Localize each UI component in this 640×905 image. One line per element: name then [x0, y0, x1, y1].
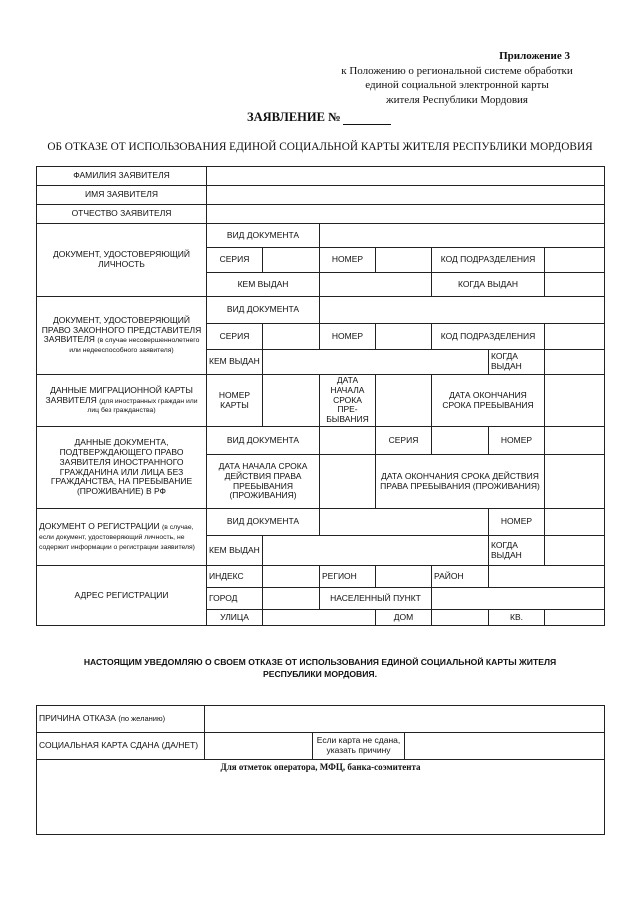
- address-region-label: РЕГИОН: [320, 566, 376, 588]
- document-title: [247, 110, 341, 125]
- rep-issued-by-label: КЕМ ВЫДАН: [207, 350, 263, 375]
- not-returned-reason-field[interactable]: [405, 733, 605, 760]
- address-index-field[interactable]: [263, 566, 320, 588]
- registration-number-field[interactable]: [545, 509, 605, 536]
- not-returned-reason-label: Если карта не сдана, указать причину: [313, 733, 405, 760]
- appendix-header: [322, 49, 592, 107]
- registration-note: (в случае, если документ, удостоверяющий личность, не содержит информации о регистрации заявителя): [39, 524, 195, 551]
- id-doc-type-field[interactable]: [320, 224, 605, 248]
- refusal-reason-note: (по желанию): [118, 714, 166, 724]
- registration-issued-by-label: КЕМ ВЫДАН: [207, 536, 263, 566]
- rep-issued-when-field[interactable]: [545, 350, 605, 375]
- address-label: АДРЕС РЕГИСТРАЦИИ: [37, 566, 207, 626]
- address-apt-field[interactable]: [545, 610, 605, 626]
- foreign-doc-type-label: ВИД ДОКУМЕНТА: [207, 427, 320, 455]
- address-settlement-field[interactable]: [432, 588, 605, 610]
- address-district-field[interactable]: [489, 566, 605, 588]
- address-index-label: ИНДЕКС: [207, 566, 263, 588]
- foreign-right-start-label: ДАТА НАЧАЛА СРОКА ДЕЙСТВИЯ ПРАВА ПРЕБЫВАНИЯ (ПРОЖИВАНИЯ): [207, 455, 320, 509]
- card-returned-field[interactable]: [205, 733, 313, 760]
- address-district-label: РАЙОН: [432, 566, 489, 588]
- id-dept-code-label: КОД ПОДРАЗДЕЛЕНИЯ: [432, 248, 545, 273]
- migration-note: (для иностранных граждан или лиц без гражданства): [87, 397, 198, 415]
- registration-issued-when-label: КОГДА ВЫДАН: [489, 536, 545, 566]
- registration-cell: [37, 509, 207, 566]
- address-street-field[interactable]: [263, 610, 376, 626]
- migration-label: ДАННЫЕ МИГРАЦИОННОЙ КАРТЫ ЗАЯВИТЕЛЯ: [45, 384, 193, 405]
- registration-issued-by-field[interactable]: [263, 536, 489, 566]
- address-settlement-label: НАСЕЛЕННЫЙ ПУНКТ: [320, 588, 432, 610]
- id-series-label: СЕРИЯ: [207, 248, 263, 273]
- registration-number-label: НОМЕР: [489, 509, 545, 536]
- address-house-label: ДОМ: [376, 610, 432, 626]
- refusal-notice: [40, 657, 600, 680]
- foreign-series-field[interactable]: [432, 427, 489, 455]
- refusal-notice-line-1: НАСТОЯЩИМ УВЕДОМЛЯЮ О СВОЕМ ОТКАЗЕ ОТ ИСПОЛЬЗОВАНИЯ ЕДИНОЙ СОЦИАЛЬНОЙ КАРТЫ ЖИТЕЛЯ: [83, 657, 557, 667]
- rep-dept-code-label: КОД ПОДРАЗДЕЛЕНИЯ: [432, 324, 545, 350]
- rep-doc-cell: [37, 297, 207, 375]
- foreign-right-start-field[interactable]: [320, 455, 376, 509]
- migration-stay-end-label: ДАТА ОКОНЧАНИЯ СРОКА ПРЕБЫВАНИЯ: [432, 375, 545, 427]
- rep-series-field[interactable]: [263, 324, 320, 350]
- patronymic-field[interactable]: [207, 205, 605, 224]
- rep-doc-note: (в случае несовершеннолетнего или недееспособного заявителя): [69, 337, 200, 355]
- foreign-right-end-field[interactable]: [545, 455, 605, 509]
- id-number-label: НОМЕР: [320, 248, 376, 273]
- refusal-reason-field[interactable]: [205, 706, 605, 733]
- foreign-doc-label: ДАННЫЕ ДОКУМЕНТА, ПОДТВЕРЖДАЮЩЕГО ПРАВО ЗАЯВИТЕЛЯ ИНОСТРАННОГО ГРАЖДАНИНА ИЛИ ЛИЦА БЕЗ ГРАЖДАНСТВА, НА ПРЕБЫВАНИЕ (ПРОЖИВАНИЕ) В РФ: [37, 427, 207, 509]
- surname-label: ФАМИЛИЯ ЗАЯВИТЕЛЯ: [37, 167, 207, 186]
- card-returned-label: СОЦИАЛЬНАЯ КАРТА СДАНА (ДА/НЕТ): [37, 733, 205, 760]
- registration-doc-type-label: ВИД ДОКУМЕНТА: [207, 509, 320, 536]
- migration-stay-start-field[interactable]: [376, 375, 432, 427]
- patronymic-label: ОТЧЕСТВО ЗАЯВИТЕЛЯ: [37, 205, 207, 224]
- document-subtitle: ОБ ОТКАЗЕ ОТ ИСПОЛЬЗОВАНИЯ ЕДИНОЙ СОЦИАЛЬНОЙ КАРТЫ ЖИТЕЛЯ РЕСПУБЛИКИ МОРДОВИЯ: [47, 141, 593, 153]
- address-house-field[interactable]: [432, 610, 489, 626]
- application-form-table: [36, 166, 605, 626]
- rep-doc-label: ДОКУМЕНТ, УДОСТОВЕРЯЮЩИЙ ПРАВО ЗАКОННОГО ПРЕДСТАВИТЕЛЯ ЗАЯВИТЕЛЯ: [41, 314, 202, 345]
- rep-issued-by-field[interactable]: [263, 350, 489, 375]
- id-series-field[interactable]: [263, 248, 320, 273]
- operator-marks-area[interactable]: [37, 760, 605, 835]
- registration-label: ДОКУМЕНТ О РЕГИСТРАЦИИ: [39, 521, 160, 532]
- refusal-reason-label: ПРИЧИНА ОТКАЗА: [39, 713, 116, 724]
- application-number-field[interactable]: [343, 110, 391, 125]
- registration-doc-type-field[interactable]: [320, 509, 489, 536]
- name-field[interactable]: [207, 186, 605, 205]
- id-issued-when-field[interactable]: [545, 273, 605, 297]
- migration-cell: [37, 375, 207, 427]
- rep-number-label: НОМЕР: [320, 324, 376, 350]
- foreign-series-label: СЕРИЯ: [376, 427, 432, 455]
- address-region-field[interactable]: [376, 566, 432, 588]
- refusal-table: [36, 705, 605, 835]
- address-street-label: УЛИЦА: [207, 610, 263, 626]
- rep-doc-type-label: ВИД ДОКУМЕНТА: [207, 297, 320, 324]
- appendix-line-1: к Положению о региональной системе обработки: [341, 64, 573, 77]
- id-issued-by-label: КЕМ ВЫДАН: [207, 273, 320, 297]
- appendix-number: Приложение 3: [499, 50, 570, 62]
- id-doc-type-label: ВИД ДОКУМЕНТА: [207, 224, 320, 248]
- id-issued-when-label: КОГДА ВЫДАН: [432, 273, 545, 297]
- id-dept-code-field[interactable]: [545, 248, 605, 273]
- address-apt-label: КВ.: [489, 610, 545, 626]
- title-label: ЗАЯВЛЕНИЕ №: [247, 110, 341, 124]
- rep-number-field[interactable]: [376, 324, 432, 350]
- foreign-doc-type-field[interactable]: [320, 427, 376, 455]
- refusal-reason-cell: [37, 706, 205, 733]
- foreign-number-field[interactable]: [545, 427, 605, 455]
- rep-issued-when-label: КОГДА ВЫДАН: [489, 350, 545, 375]
- foreign-right-end-label: ДАТА ОКОНЧАНИЯ СРОКА ДЕЙСТВИЯ ПРАВА ПРЕБЫВАНИЯ (ПРОЖИВАНИЯ): [376, 455, 545, 509]
- rep-doc-type-field[interactable]: [320, 297, 605, 324]
- address-city-field[interactable]: [263, 588, 320, 610]
- rep-dept-code-field[interactable]: [545, 324, 605, 350]
- address-city-label: ГОРОД: [207, 588, 263, 610]
- migration-card-number-label: НОМЕР КАРТЫ: [207, 375, 263, 427]
- migration-card-number-field[interactable]: [263, 375, 320, 427]
- registration-issued-when-field[interactable]: [545, 536, 605, 566]
- name-label: ИМЯ ЗАЯВИТЕЛЯ: [37, 186, 207, 205]
- surname-field[interactable]: [207, 167, 605, 186]
- foreign-number-label: НОМЕР: [489, 427, 545, 455]
- migration-stay-end-field[interactable]: [545, 375, 605, 427]
- id-doc-label: ДОКУМЕНТ, УДОСТОВЕРЯЮЩИЙ ЛИЧНОСТЬ: [37, 224, 207, 297]
- id-issued-by-field[interactable]: [320, 273, 432, 297]
- migration-stay-start-label: ДАТА НАЧАЛА СРОКА ПРЕ-БЫВАНИЯ: [320, 375, 376, 427]
- id-number-field[interactable]: [376, 248, 432, 273]
- appendix-line-3: жителя Республики Мордовия: [385, 93, 528, 106]
- appendix-line-2: единой социальной электронной карты: [365, 79, 549, 91]
- operator-marks-label: Для отметок оператора, МФЦ, банка-соэмитента: [220, 762, 421, 772]
- refusal-notice-line-2: РЕСПУБЛИКИ МОРДОВИЯ.: [263, 668, 377, 679]
- rep-series-label: СЕРИЯ: [207, 324, 263, 350]
